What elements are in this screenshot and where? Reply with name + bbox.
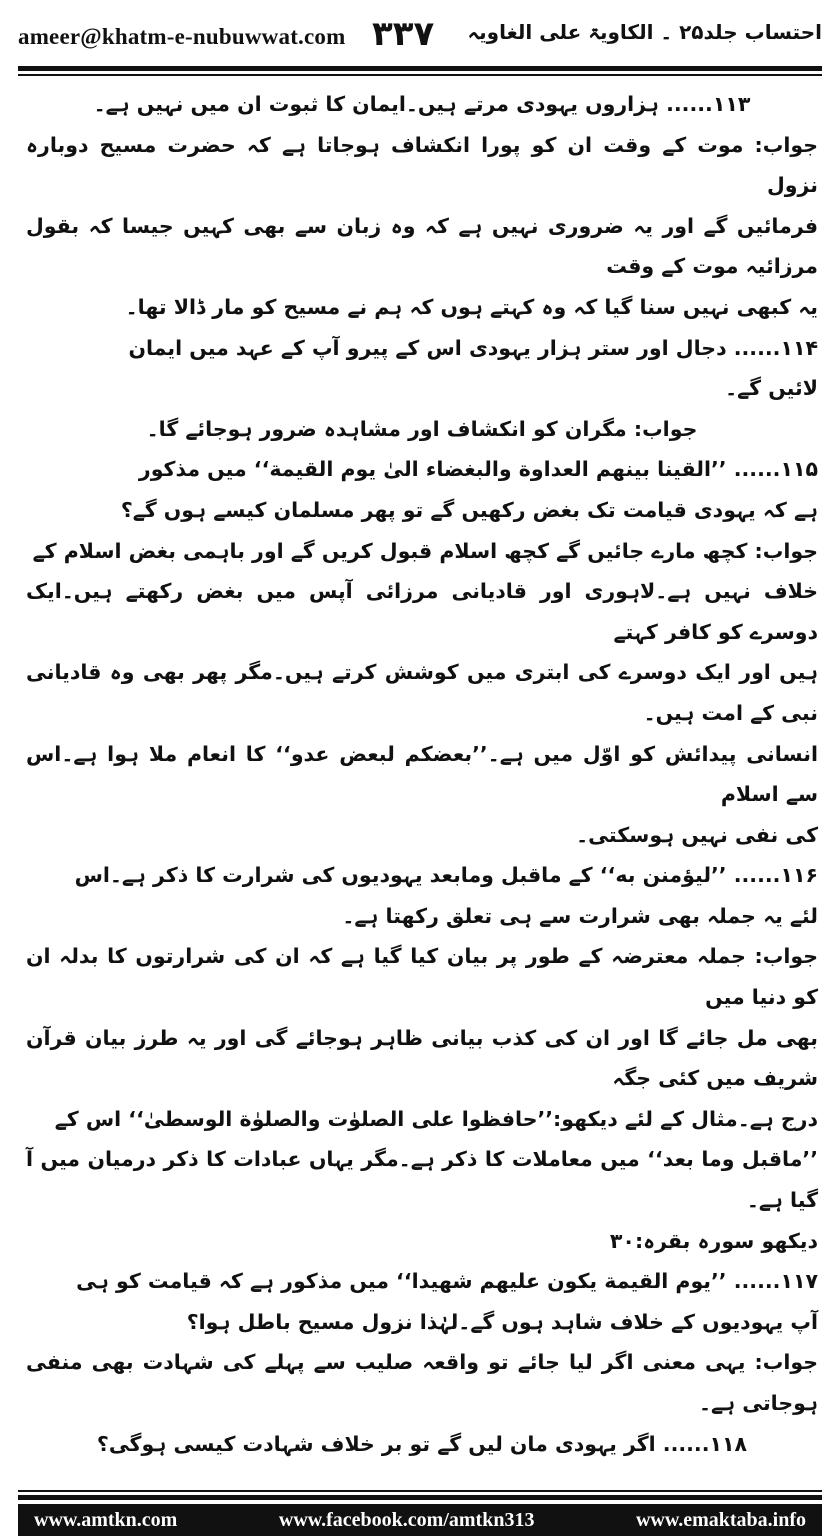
footer-rule-thin — [18, 1490, 822, 1492]
text-line: کی نفی نہیں ہوسکتی۔ — [576, 822, 818, 847]
text-line: ۱۱۵...... ’’القینا بینهم العداوة والبغضاء الیٰ یوم القیمة‘‘ میں مذکور — [138, 457, 818, 482]
text-line: بھی مل جائے گا اور ان کی کذب بیانی ظاہر ہوجائے گی اور یہ طرز بیان قرآن شریف میں کئی جگہ — [26, 1025, 818, 1091]
text-line: آپ یہودیوں کے خلاف شاہد ہوں گے۔لہٰذا نزول مسیح باطل ہوا؟ — [186, 1309, 818, 1334]
text-line: ’’ماقبل وما بعد‘‘ میں معاملات کا ذکر ہے۔مگر یہاں عبادات کا ذکر درمیان میں آ گیا ہے۔ — [26, 1147, 818, 1213]
text-line: ہیں اور ایک دوسرے کی ابتری میں کوشش کرتے ہیں۔مگر پھر بھی وہ قادیانی نبی کے امت ہیں۔ — [26, 660, 818, 725]
text-line: دیکھو سورہ بقرہ:۳۰ — [609, 1228, 818, 1253]
text-line: ۱۱۳...... ہزاروں یہودی مرتے ہیں۔ایمان کا ثبوت ان میں نہیں ہے۔ — [93, 92, 751, 116]
text-line: لائیں گے۔ — [725, 376, 818, 401]
text-line: ۱۱۸...... اگر یہودی مان لیں گے تو بر خلاف شہادت کیسی ہوگی؟ — [96, 1431, 748, 1456]
text-line: جواب: مگران کو انکشاف اور مشاہدہ ضرور ہوجائے گا۔ — [146, 416, 698, 441]
header-rule-thick — [18, 66, 822, 71]
footer-rule-thick — [18, 1495, 822, 1500]
text-line: خلاف نہیں ہے۔لاہوری اور قادیانی مرزائی آپس میں بغض رکھتے ہیں۔ایک دوسرے کو کافر کہتے — [26, 579, 818, 644]
text-line: انسانی پیدائش کو اوّل میں ہے۔’’بعضکم لبعض عدو‘‘ کا انعام ملا ہوا ہے۔اس سے اسلام — [26, 741, 818, 807]
text-line: ۱۱۶...... ’’لیؤمنن به‘‘ کے ماقبل ومابعد یہودیوں کی شرارت کا ذکر ہے۔اس — [74, 863, 818, 888]
text-line: جواب: جملہ معترضہ کے طور پر بیان کیا گیا ہے کہ ان کی شرارتوں کا بدلہ ان کو دنیا میں — [26, 944, 818, 1010]
page-body — [26, 84, 818, 1464]
page-number: ٣٣٧ — [372, 14, 435, 54]
footer-site-amtkn: www.amtkn.com — [34, 1508, 178, 1531]
text-line: ہے کہ یہودی قیامت تک بغض رکھیں گے تو پھر مسلمان کیسے ہوں گے؟ — [120, 497, 818, 522]
page-header — [0, 0, 840, 70]
book-title: احتساب جلد۲۵ ۔ الکاویۃ علی الغاویہ — [467, 20, 822, 44]
text-line: جواب: کچھ مارے جائیں گے کچھ اسلام قبول کریں گے اور باہمی بغض اسلام کے — [32, 538, 818, 563]
header-rule-thin — [18, 74, 822, 76]
footer-site-facebook: www.facebook.com/amtkn313 — [278, 1508, 535, 1531]
text-line: جواب: موت کے وقت ان کو پورا انکشاف ہوجاتا ہے کہ حضرت مسیح دوبارہ نزول — [26, 132, 818, 198]
header-email: ameer@khatm-e-nubuwwat.com — [18, 24, 346, 49]
page-footer — [18, 1504, 822, 1536]
text-line: لئے یہ جملہ بھی شرارت سے ہی تعلق رکھتا ہے۔ — [342, 903, 818, 928]
text-line: ۱۱۷...... ’’یوم القیمة یکون علیهم شهیدا‘‘ میں مذکور ہے کہ قیامت کو ہی — [76, 1269, 818, 1294]
text-line: ۱۱۴...... دجال اور ستر ہزار یہودی اس کے پیرو آپ کے عہد میں ایمان — [128, 335, 818, 360]
text-line: جواب: یہی معنی اگر لیا جائے تو واقعہ صلیب سے پہلے کی شہادت بھی منفی ہوجاتی ہے۔ — [26, 1350, 818, 1415]
text-line: درج ہے۔مثال کے لئے دیکھو:’’حافظوا علی الصلوٰت والصلوٰة الوسطیٰ‘‘ اس کے — [54, 1106, 818, 1131]
text-line: یہ کبھی نہیں سنا گیا کہ وہ کہتے ہوں کہ ہم نے مسیح کو مار ڈالا تھا۔ — [125, 294, 818, 319]
footer-site-emaktaba: www.emaktaba.info — [635, 1508, 806, 1531]
text-line: فرمائیں گے اور یہ ضروری نہیں ہے کہ وہ زبان سے بھی کہیں جیسا کہ بقول مرزائیہ موت کے وقت — [26, 213, 818, 279]
